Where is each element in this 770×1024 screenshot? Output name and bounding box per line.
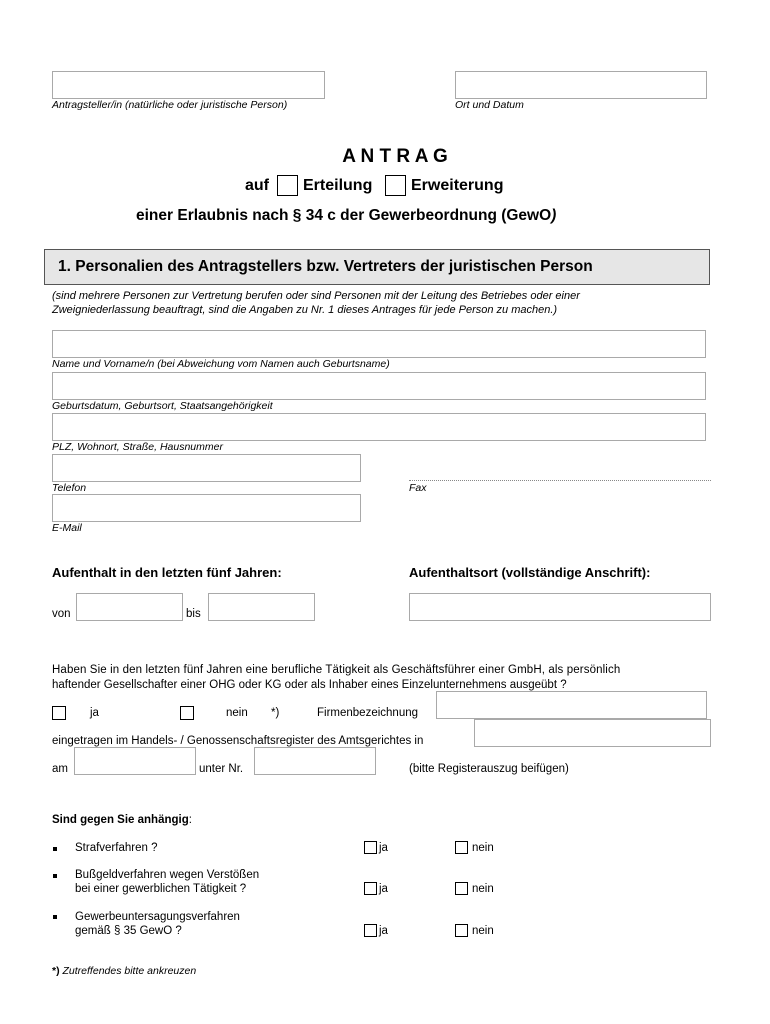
prohibition-no-label: nein <box>472 925 494 937</box>
criminal-no-label: nein <box>472 842 494 854</box>
form-subtitle <box>136 207 556 225</box>
fine-yes-label: ja <box>379 883 388 895</box>
name-field[interactable] <box>52 330 706 358</box>
pending-heading <box>52 814 192 826</box>
criminal-no-checkbox[interactable] <box>455 841 468 854</box>
fax-label: Fax <box>409 482 427 494</box>
address-label: PLZ, Wohnort, Straße, Hausnummer <box>52 441 223 453</box>
fax-line[interactable] <box>409 480 711 481</box>
pending-heading-colon: : <box>188 814 192 826</box>
title-auf: auf <box>245 177 269 194</box>
applicant-field[interactable] <box>52 71 325 99</box>
pending-heading-text: Sind gegen Sie anhängig <box>52 814 189 826</box>
at-label: am <box>52 763 68 775</box>
name-label: Name und Vorname/n (bei Abweichung vom Namen auch Geburtsname) <box>52 358 390 370</box>
business-yes-label: ja <box>90 707 99 719</box>
pending-bullet <box>53 847 57 851</box>
footnote <box>52 965 196 977</box>
from-date-field[interactable] <box>76 593 183 621</box>
extract-note: (bitte Registerauszug beifügen) <box>409 763 569 775</box>
business-yes-checkbox[interactable] <box>52 706 66 720</box>
register-date-field[interactable] <box>74 747 196 775</box>
company-field[interactable] <box>436 691 707 719</box>
prohibition-no-checkbox[interactable] <box>455 924 468 937</box>
criminal-yes-label: ja <box>379 842 388 854</box>
section1-note-1: (sind mehrere Personen zur Vertretung berufen oder sind Personen mit der Leitung des Betriebes oder einer <box>52 290 580 302</box>
title-options-row <box>0 175 770 199</box>
fine-no-label: nein <box>472 883 494 895</box>
register-court-field[interactable] <box>474 719 711 747</box>
pending-item-prohibition-2: gemäß § 35 GewO ? <box>75 925 182 937</box>
register-number-field[interactable] <box>254 747 376 775</box>
form-subtitle-paren: ) <box>551 207 557 224</box>
birth-field[interactable] <box>52 372 706 400</box>
business-question-1: Haben Sie in den letzten fünf Jahren eine berufliche Tätigkeit als Geschäftsführer einer GmbH, als persönlich <box>52 664 621 676</box>
extension-checkbox[interactable] <box>385 175 406 196</box>
residence-address-heading: Aufenthaltsort (vollständige Anschrift): <box>409 565 651 580</box>
pending-bullet <box>53 915 57 919</box>
company-label: Firmenbezeichnung <box>317 707 419 719</box>
fine-yes-checkbox[interactable] <box>364 882 377 895</box>
place-date-field[interactable] <box>455 71 707 99</box>
grant-checkbox[interactable] <box>277 175 298 196</box>
prohibition-yes-checkbox[interactable] <box>364 924 377 937</box>
register-label: eingetragen im Handels- / Genossenschaftsregister des Amtsgerichtes in <box>52 735 424 747</box>
title-option-grant: Erteilung <box>303 177 373 194</box>
pending-bullet <box>53 874 57 878</box>
business-no-checkbox[interactable] <box>180 706 194 720</box>
fine-no-checkbox[interactable] <box>455 882 468 895</box>
applicant-label: Antragsteller/in (natürliche oder juristische Person) <box>52 99 288 111</box>
address-field[interactable] <box>52 413 706 441</box>
to-label: bis <box>186 608 201 620</box>
number-label: unter Nr. <box>199 763 244 775</box>
phone-field[interactable] <box>52 454 361 482</box>
business-question-2: haftender Gesellschafter einer OHG oder KG oder als Inhaber eines Einzelunternehmens ausgeübt ? <box>52 679 567 691</box>
residence-heading: Aufenthalt in den letzten fünf Jahren: <box>52 565 282 580</box>
footnote-text: Zutreffendes bitte ankreuzen <box>59 965 197 977</box>
form-subtitle-text: einer Erlaubnis nach § 34 c der Gewerbeordnung (GewO <box>136 207 552 224</box>
residence-address-field[interactable] <box>409 593 711 621</box>
place-date-label: Ort und Datum <box>455 99 524 111</box>
section1-heading: 1. Personalien des Antragstellers bzw. Vertreters der juristischen Person <box>58 258 593 275</box>
pending-item-fine-1: Bußgeldverfahren wegen Verstößen <box>75 869 260 881</box>
pending-item-prohibition-1: Gewerbeuntersagungsverfahren <box>75 911 240 923</box>
business-no-label: nein <box>226 707 248 719</box>
phone-label: Telefon <box>52 482 87 494</box>
footnote-mark: *) <box>52 965 60 977</box>
pending-item-fine-2: bei einer gewerblichen Tätigkeit ? <box>75 883 247 895</box>
birth-label: Geburtsdatum, Geburtsort, Staatsangehörigkeit <box>52 400 273 412</box>
to-date-field[interactable] <box>208 593 315 621</box>
criminal-yes-checkbox[interactable] <box>364 841 377 854</box>
business-footnote-mark: *) <box>271 707 280 719</box>
pending-item-criminal: Strafverfahren ? <box>75 842 158 854</box>
from-label: von <box>52 608 71 620</box>
prohibition-yes-label: ja <box>379 925 388 937</box>
email-field[interactable] <box>52 494 361 522</box>
email-label: E-Mail <box>52 522 82 534</box>
section1-note-2: Zweigniederlassung beauftragt, sind die Angaben zu Nr. 1 dieses Antrages für jede Person zu machen.) <box>52 304 558 316</box>
form-title: A N T R A G <box>342 146 448 167</box>
title-option-extension: Erweiterung <box>411 177 504 194</box>
section1-header <box>44 249 710 285</box>
